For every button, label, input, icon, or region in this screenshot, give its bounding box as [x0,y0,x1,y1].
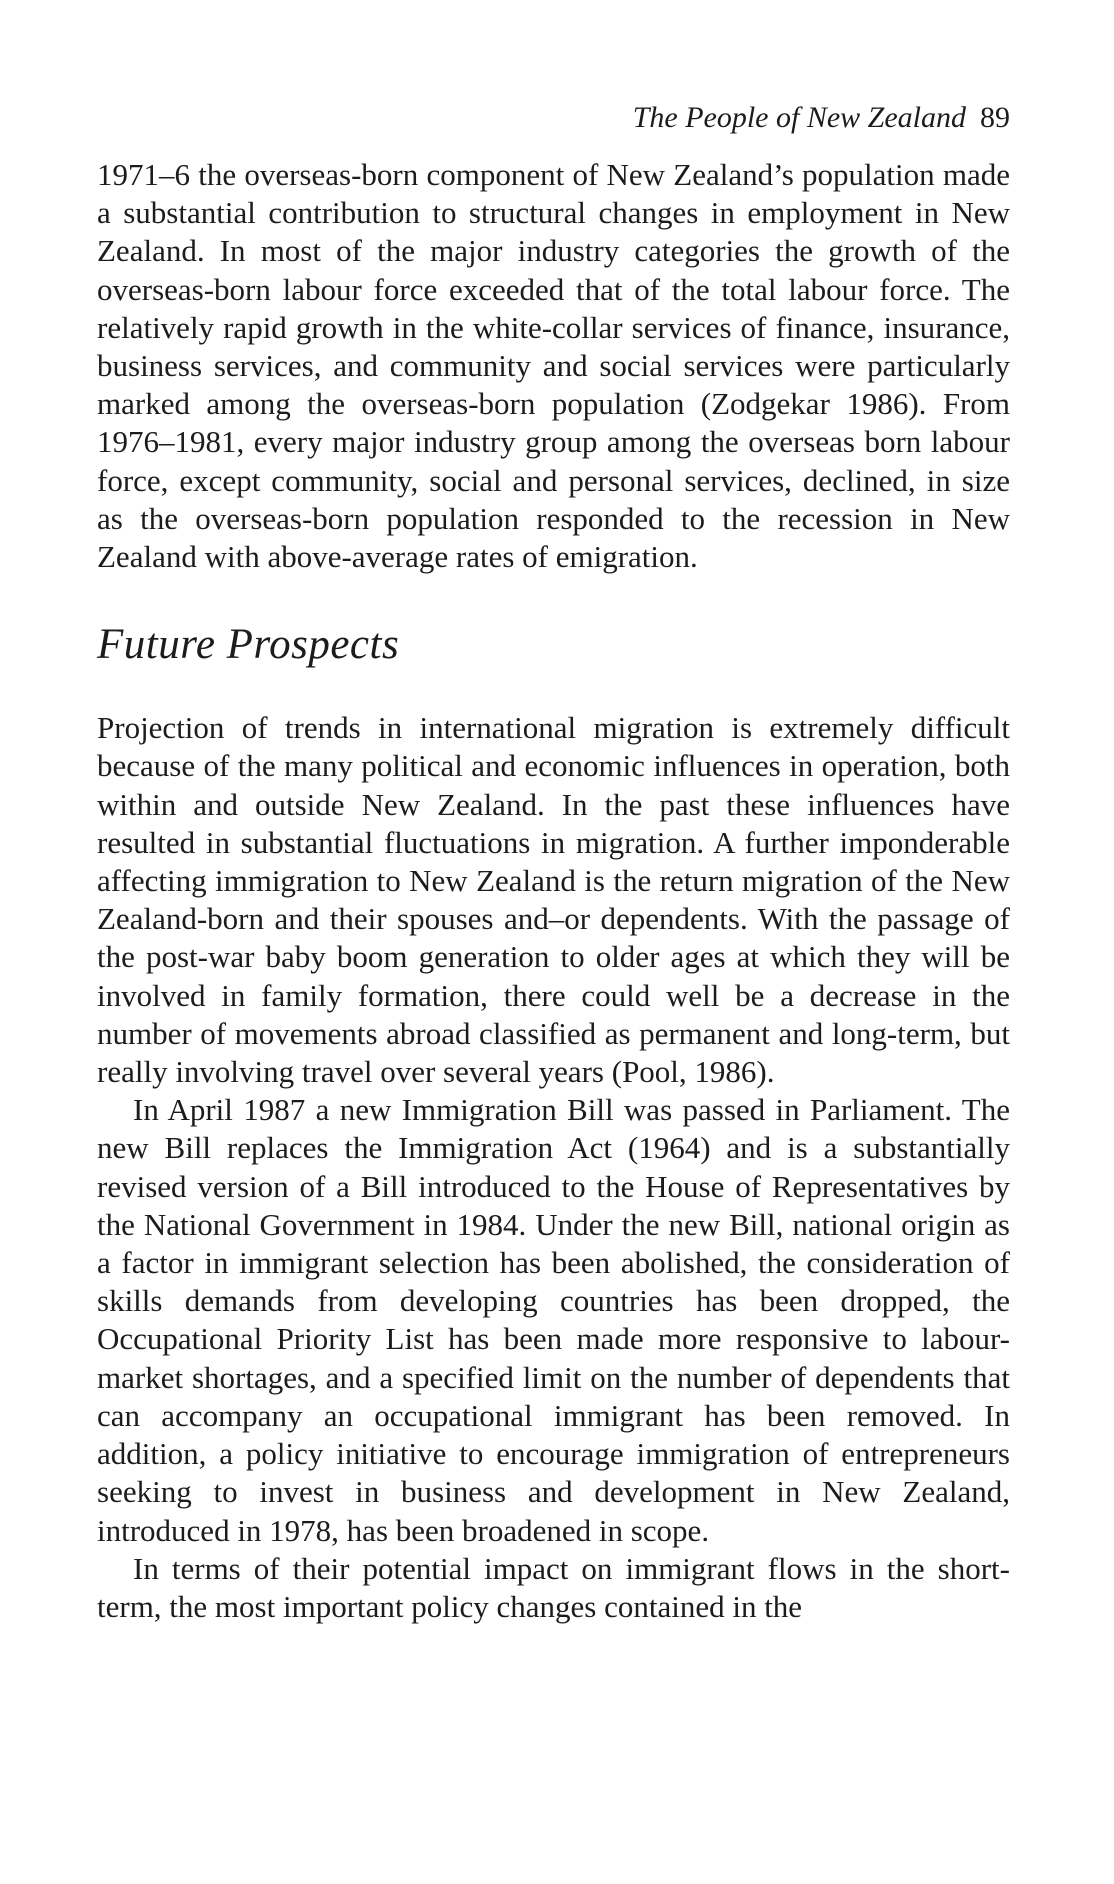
book-page [97,98,1010,1626]
running-head [97,98,1010,138]
page-number: 89 [980,101,1010,134]
section-heading: Future Prospects [97,621,400,669]
paragraph-projection: Projection of trends in international migration is extremely difficult because of the many political and economic influences in operation, both within and outside New Zealand. In the past these influences have resulted in substantial fluctuations in migration. A further imponderable affecting immigration to New Zealand is the return migration of the New Zealand-born and their spouses and–or dependents. With the passage of the post-war baby boom generation to older ages at which they will be involved in family formation, there could well be a decrease in the number of movements abroad classified as permanent and long-term, but really involving travel over several years (Pool, 1986). [97,710,1010,1090]
paragraph-continued: 1971–6 the overseas-born component of New Zealand’s population made a substantial contribution to structural changes in employment in New Zealand. In most of the major industry categories the growth of the overseas-born labour force exceeded that of the total labour force. The relatively rapid growth in the white-collar services of finance, insurance, business services, and community and social services were particularly marked among the overseas-born population (Zodgekar 1986). From 1976–1981, every major industry group among the overseas born labour force, except community, social and personal services, declined, in size as the overseas-born population responded to the recession in New Zealand with above-average rates of emigration. [97,157,1010,575]
paragraph-policy-impact: In terms of their potential impact on immigrant flows in the short-term, the most important policy changes contained in the [97,1550,1010,1624]
paragraph-immigration-bill: In April 1987 a new Immigration Bill was passed in Parliament. The new Bill replaces the Immigration Act (1964) and is a substantially revised version of a Bill introduced to the House of Representatives by the National Government in 1984. Under the new Bill, national origin as a factor in immigrant selection has been abolished, the consideration of skills demands from developing countries has been dropped, the Occupational Priority List has been made more responsive to labour-market shortages, and a specified limit on the number of dependents that can accompany an occupational immigrant has been removed. In addition, a policy initiative to encourage immigration of entrepreneurs seeking to invest in business and development in New Zealand, introduced in 1978, has been broadened in scope. [97,1092,1010,1548]
running-title: The People of New Zealand [632,101,966,134]
